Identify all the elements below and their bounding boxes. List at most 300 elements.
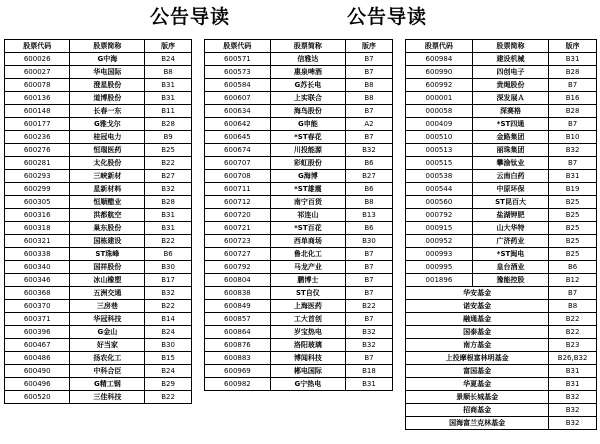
stock-code: 600642 — [205, 118, 271, 131]
fund-row — [406, 391, 597, 404]
table-row — [5, 248, 192, 261]
table-row — [205, 378, 393, 391]
table-row — [205, 79, 393, 92]
stock-code: 600984 — [406, 53, 473, 66]
stock-name: 山大华特 — [472, 222, 548, 235]
page-number: B11 — [145, 105, 192, 118]
page-number: B8 — [345, 79, 392, 92]
page-number: B29 — [145, 378, 192, 391]
table-row — [406, 196, 597, 209]
page-number: B32 — [145, 183, 192, 196]
page-number: B8 — [345, 196, 392, 209]
fund-row — [406, 365, 597, 378]
stock-name: G精工钢 — [70, 378, 145, 391]
fund-name: 诺安基金 — [406, 300, 549, 313]
table-row — [205, 131, 393, 144]
page-number: B7 — [345, 287, 392, 300]
stock-name: 盐湖钾肥 — [472, 209, 548, 222]
table-row — [406, 222, 597, 235]
stock-name: 国栋建设 — [70, 235, 145, 248]
page-number: B22 — [145, 157, 192, 170]
stock-name: 上海医药 — [270, 300, 345, 313]
fund-row — [406, 326, 597, 339]
page-number: B30 — [345, 235, 392, 248]
stock-code: 600496 — [5, 378, 70, 391]
header-page: 版序 — [345, 40, 392, 53]
table-row — [406, 92, 597, 105]
page-number: B31 — [345, 378, 392, 391]
page-number: B22 — [345, 300, 392, 313]
table-row — [5, 313, 192, 326]
stock-code: 000544 — [406, 183, 473, 196]
page-number: B26,B32 — [549, 352, 597, 365]
page-number: B9 — [145, 131, 192, 144]
page-number: B25 — [549, 235, 597, 248]
stock-name: *ST雄震 — [270, 183, 345, 196]
fund-name: 融通基金 — [406, 313, 549, 326]
stock-code: 000560 — [406, 196, 473, 209]
table-row — [5, 300, 192, 313]
stock-code: 600727 — [205, 248, 271, 261]
stock-code: 600316 — [5, 209, 70, 222]
page-number: B6 — [345, 183, 392, 196]
stock-code: 600148 — [5, 105, 70, 118]
stock-code: 600982 — [205, 378, 271, 391]
table-row — [5, 339, 192, 352]
fund-row — [406, 378, 597, 391]
stock-code: 600573 — [205, 66, 271, 79]
fund-row — [406, 404, 597, 417]
table-row — [406, 79, 597, 92]
page-number: B22 — [145, 391, 192, 404]
stock-code: 600857 — [205, 313, 271, 326]
page-number: B30 — [145, 261, 192, 274]
page-number: B28 — [145, 118, 192, 131]
stock-name: G中海 — [70, 53, 145, 66]
table-row — [406, 235, 597, 248]
table-row — [205, 196, 393, 209]
table-row — [205, 352, 393, 365]
fund-name: 景顺长城基金 — [406, 391, 549, 404]
stock-name: *ST闽电 — [472, 248, 548, 261]
page-number: B14 — [145, 313, 192, 326]
page-number: B22 — [145, 300, 192, 313]
table-row — [5, 274, 192, 287]
table-row — [406, 209, 597, 222]
stock-code: 600338 — [5, 248, 70, 261]
table-row — [5, 92, 192, 105]
page-number: B7 — [549, 157, 597, 170]
page-number: B22 — [145, 235, 192, 248]
stock-code: 600520 — [5, 391, 70, 404]
header-code: 股票代码 — [5, 40, 70, 53]
table-row — [205, 235, 393, 248]
stock-name: 道博股份 — [70, 92, 145, 105]
table-row — [406, 261, 597, 274]
stock-name: 深赛格 — [472, 105, 548, 118]
table-row — [5, 105, 192, 118]
header-name: 股票简称 — [270, 40, 345, 53]
page-number: A2 — [345, 118, 392, 131]
table-row — [205, 300, 393, 313]
stock-name: 扬农化工 — [70, 352, 145, 365]
page-number: B32 — [549, 404, 597, 417]
stock-name: 冰山橡塑 — [70, 274, 145, 287]
stock-code: 600708 — [205, 170, 271, 183]
stock-code: 600674 — [205, 144, 271, 157]
page-number: B12 — [549, 274, 597, 287]
fund-row — [406, 417, 597, 430]
stock-name: 信雅达 — [270, 53, 345, 66]
stock-code: 600136 — [5, 92, 70, 105]
fund-name: 国泰基金 — [406, 326, 549, 339]
page-number: B7 — [345, 261, 392, 274]
page-number: B22 — [549, 326, 597, 339]
page-number: B7 — [345, 53, 392, 66]
page-number: B32 — [145, 287, 192, 300]
page-number: B25 — [549, 196, 597, 209]
stock-name: 南宁百货 — [270, 196, 345, 209]
table-row — [205, 105, 393, 118]
stock-code: 000538 — [406, 170, 473, 183]
page-number: B30 — [145, 339, 192, 352]
stock-code: 600720 — [205, 209, 271, 222]
stock-code: 600467 — [5, 339, 70, 352]
page-number: B24 — [145, 365, 192, 378]
page-number: B23 — [549, 339, 597, 352]
table-row — [406, 118, 597, 131]
stock-code: 600293 — [5, 170, 70, 183]
fund-name: 国海富兰克林基金 — [406, 417, 549, 430]
page-number: B31 — [549, 53, 597, 66]
page-number: B28 — [549, 66, 597, 79]
stock-code: 600299 — [5, 183, 70, 196]
table-row — [5, 196, 192, 209]
stock-code: 600177 — [5, 118, 70, 131]
page-number: B25 — [549, 222, 597, 235]
fund-row — [406, 352, 597, 365]
stock-code: 600027 — [5, 66, 70, 79]
stock-name: G海博 — [270, 170, 345, 183]
table-row — [406, 53, 597, 66]
stock-code: 600849 — [205, 300, 271, 313]
page-number: B6 — [549, 261, 597, 274]
stock-name: ST自仪 — [270, 287, 345, 300]
stock-name: 洛阳玻璃 — [270, 339, 345, 352]
table-row — [406, 157, 597, 170]
stock-name: 国祥股份 — [70, 261, 145, 274]
stock-name: 彩虹股份 — [270, 157, 345, 170]
table-row — [205, 339, 393, 352]
stock-code: 600992 — [406, 79, 473, 92]
table-row — [5, 261, 192, 274]
stock-name: 太化股份 — [70, 157, 145, 170]
page-number: B7 — [345, 313, 392, 326]
table-row — [5, 66, 192, 79]
page-number: B8 — [549, 300, 597, 313]
stock-name: 祁连山 — [270, 209, 345, 222]
fund-row — [406, 287, 597, 300]
stock-code: 000952 — [406, 235, 473, 248]
stock-name: *ST百花 — [270, 222, 345, 235]
stock-name: G金山 — [70, 326, 145, 339]
page-number: B7 — [549, 287, 597, 300]
stock-code: 600078 — [5, 79, 70, 92]
table-row — [205, 66, 393, 79]
table-row — [406, 131, 597, 144]
stock-code: 000915 — [406, 222, 473, 235]
page-number: B7 — [345, 131, 392, 144]
stock-code: 600236 — [5, 131, 70, 144]
stock-code: 600486 — [5, 352, 70, 365]
header-name: 股票简称 — [472, 40, 548, 53]
table-row — [5, 118, 192, 131]
page-number: B18 — [345, 365, 392, 378]
stock-name: 三佳科技 — [70, 391, 145, 404]
table-header-row — [205, 40, 393, 53]
header-code: 股票代码 — [406, 40, 473, 53]
stock-code: 600645 — [205, 131, 271, 144]
header-code: 股票代码 — [205, 40, 271, 53]
table-row — [406, 274, 597, 287]
stock-code: 600026 — [5, 53, 70, 66]
stock-name: G宁热电 — [270, 378, 345, 391]
announcement-table-3 — [405, 39, 597, 430]
page-number: B6 — [145, 248, 192, 261]
table-row — [5, 287, 192, 300]
page-number: B7 — [549, 79, 597, 92]
stock-code: 600571 — [205, 53, 271, 66]
stock-code: 600490 — [5, 365, 70, 378]
stock-code: 000001 — [406, 92, 473, 105]
page-number: B7 — [345, 248, 392, 261]
stock-name: G申能 — [270, 118, 345, 131]
stock-code: 000513 — [406, 144, 473, 157]
stock-name: 洪都航空 — [70, 209, 145, 222]
page-number: B6 — [345, 157, 392, 170]
table-row — [5, 391, 192, 404]
fund-row — [406, 313, 597, 326]
stock-name: 工大首创 — [270, 313, 345, 326]
stock-code: 600371 — [5, 313, 70, 326]
stock-name: 星新材料 — [70, 183, 145, 196]
stock-code: 000510 — [406, 131, 473, 144]
page-number: B17 — [145, 274, 192, 287]
announcement-table-2 — [204, 39, 393, 391]
stock-code: 600804 — [205, 274, 271, 287]
fund-name: 华安基金 — [406, 287, 549, 300]
table-row — [5, 53, 192, 66]
stock-name: 广济药业 — [472, 235, 548, 248]
stock-name: 华冠科技 — [70, 313, 145, 326]
page-number: B32 — [345, 144, 392, 157]
stock-name: 三峡新材 — [70, 170, 145, 183]
stock-code: 600321 — [5, 235, 70, 248]
stock-code: 600584 — [205, 79, 271, 92]
stock-name: 恒顺醋业 — [70, 196, 145, 209]
table-header-row — [406, 40, 597, 53]
stock-code: 000995 — [406, 261, 473, 274]
page-number: B8 — [345, 92, 392, 105]
page-number: B32 — [345, 339, 392, 352]
stock-name: 海鸟股份 — [270, 105, 345, 118]
stock-name: 岁宝热电 — [270, 326, 345, 339]
stock-name: 鲁北化工 — [270, 248, 345, 261]
stock-name: 西单商场 — [270, 235, 345, 248]
stock-name: *ST春花 — [270, 131, 345, 144]
page-number: B7 — [549, 118, 597, 131]
table-row — [205, 170, 393, 183]
table-row — [5, 378, 192, 391]
page-title-left: 公告导读 — [150, 6, 231, 28]
page-number: B27 — [345, 170, 392, 183]
fund-row — [406, 339, 597, 352]
stock-name: 三房巷 — [70, 300, 145, 313]
fund-name: 招商基金 — [406, 404, 549, 417]
stock-code: 600838 — [205, 287, 271, 300]
page-number: B7 — [345, 352, 392, 365]
stock-name: 鹏博士 — [270, 274, 345, 287]
stock-code: 600276 — [5, 144, 70, 157]
stock-name: 川投能源 — [270, 144, 345, 157]
table-row — [205, 287, 393, 300]
stock-name: 金路集团 — [472, 131, 548, 144]
stock-code: 000792 — [406, 209, 473, 222]
page-number: B32 — [549, 144, 597, 157]
table-row — [5, 326, 192, 339]
stock-code: 600607 — [205, 92, 271, 105]
page-number: B28 — [549, 105, 597, 118]
table-row — [5, 222, 192, 235]
page-number: B24 — [145, 326, 192, 339]
header-page: 版序 — [145, 40, 192, 53]
stock-name: 四创电子 — [472, 66, 548, 79]
stock-code: 600792 — [205, 261, 271, 274]
table-row — [5, 183, 192, 196]
stock-name: 华电国际 — [70, 66, 145, 79]
page-number: B8 — [145, 66, 192, 79]
stock-name: 郴电国际 — [270, 365, 345, 378]
page-number: B6 — [345, 222, 392, 235]
stock-code: 600318 — [5, 222, 70, 235]
fund-name: 华夏基金 — [406, 378, 549, 391]
page-number: B31 — [549, 378, 597, 391]
table-row — [5, 365, 192, 378]
table-row — [205, 248, 393, 261]
stock-code: 600969 — [205, 365, 271, 378]
stock-name: 皇台酒业 — [472, 261, 548, 274]
stock-name: 丽珠集团 — [472, 144, 548, 157]
page-number: B31 — [549, 365, 597, 378]
page-title-right: 公告导读 — [347, 6, 428, 28]
stock-name: 上实联合 — [270, 92, 345, 105]
table-row — [205, 92, 393, 105]
table-row — [205, 261, 393, 274]
table-row — [406, 144, 597, 157]
fund-name: 南方基金 — [406, 339, 549, 352]
page-number: B32 — [549, 417, 597, 430]
stock-code: 001896 — [406, 274, 473, 287]
page-number: B10 — [549, 131, 597, 144]
page-number: B22 — [549, 313, 597, 326]
stock-name: 中科合臣 — [70, 365, 145, 378]
fund-name: 上投摩根富林明基金 — [406, 352, 549, 365]
page-number: B27 — [145, 170, 192, 183]
table-row — [406, 170, 597, 183]
stock-code: 600396 — [5, 326, 70, 339]
header-page: 版序 — [549, 40, 597, 53]
stock-code: 600883 — [205, 352, 271, 365]
table-row — [406, 66, 597, 79]
stock-name: G苏长电 — [270, 79, 345, 92]
stock-name: 马龙产业 — [270, 261, 345, 274]
page-number: B7 — [345, 105, 392, 118]
table-row — [5, 79, 192, 92]
stock-name: ST昆百大 — [472, 196, 548, 209]
table-row — [406, 105, 597, 118]
fund-name: 富国基金 — [406, 365, 549, 378]
page-number: B28 — [145, 196, 192, 209]
table-row — [5, 144, 192, 157]
stock-code: 600707 — [205, 157, 271, 170]
table-row — [5, 209, 192, 222]
stock-name: 攀渝钛业 — [472, 157, 548, 170]
page-number: B25 — [145, 144, 192, 157]
table-row — [205, 326, 393, 339]
stock-name: 恒瑞医药 — [70, 144, 145, 157]
stock-code: 600723 — [205, 235, 271, 248]
stock-code: 600346 — [5, 274, 70, 287]
table-row — [205, 313, 393, 326]
page-number: B32 — [345, 326, 392, 339]
announcement-table-1 — [4, 39, 192, 404]
stock-code: 600864 — [205, 326, 271, 339]
table-row — [205, 53, 393, 66]
page-number: B25 — [549, 248, 597, 261]
table-row — [5, 170, 192, 183]
stock-name: 豫能控股 — [472, 274, 548, 287]
table-row — [5, 235, 192, 248]
stock-name: 桂冠电力 — [70, 131, 145, 144]
stock-name: 中原环保 — [472, 183, 548, 196]
page-number: B19 — [549, 183, 597, 196]
table-row — [5, 352, 192, 365]
page-number: B31 — [145, 209, 192, 222]
table-row — [205, 365, 393, 378]
stock-name: 建设机械 — [472, 53, 548, 66]
table-row — [406, 248, 597, 261]
header-name: 股票简称 — [70, 40, 145, 53]
stock-code: 000993 — [406, 248, 473, 261]
stock-name: 惠泉啤酒 — [270, 66, 345, 79]
page-number: B31 — [145, 92, 192, 105]
stock-code: 600990 — [406, 66, 473, 79]
stock-name: 长春一东 — [70, 105, 145, 118]
stock-code: 600712 — [205, 196, 271, 209]
page-number: B31 — [549, 170, 597, 183]
page-number: B15 — [145, 352, 192, 365]
stock-code: 000515 — [406, 157, 473, 170]
stock-code: 600305 — [5, 196, 70, 209]
stock-name: 贵绳股份 — [472, 79, 548, 92]
stock-name: *ST四通 — [472, 118, 548, 131]
table-row — [205, 183, 393, 196]
page-number: B32 — [549, 391, 597, 404]
stock-name: 巢东股份 — [70, 222, 145, 235]
table-row — [205, 209, 393, 222]
page-number: B24 — [145, 53, 192, 66]
table-row — [205, 144, 393, 157]
